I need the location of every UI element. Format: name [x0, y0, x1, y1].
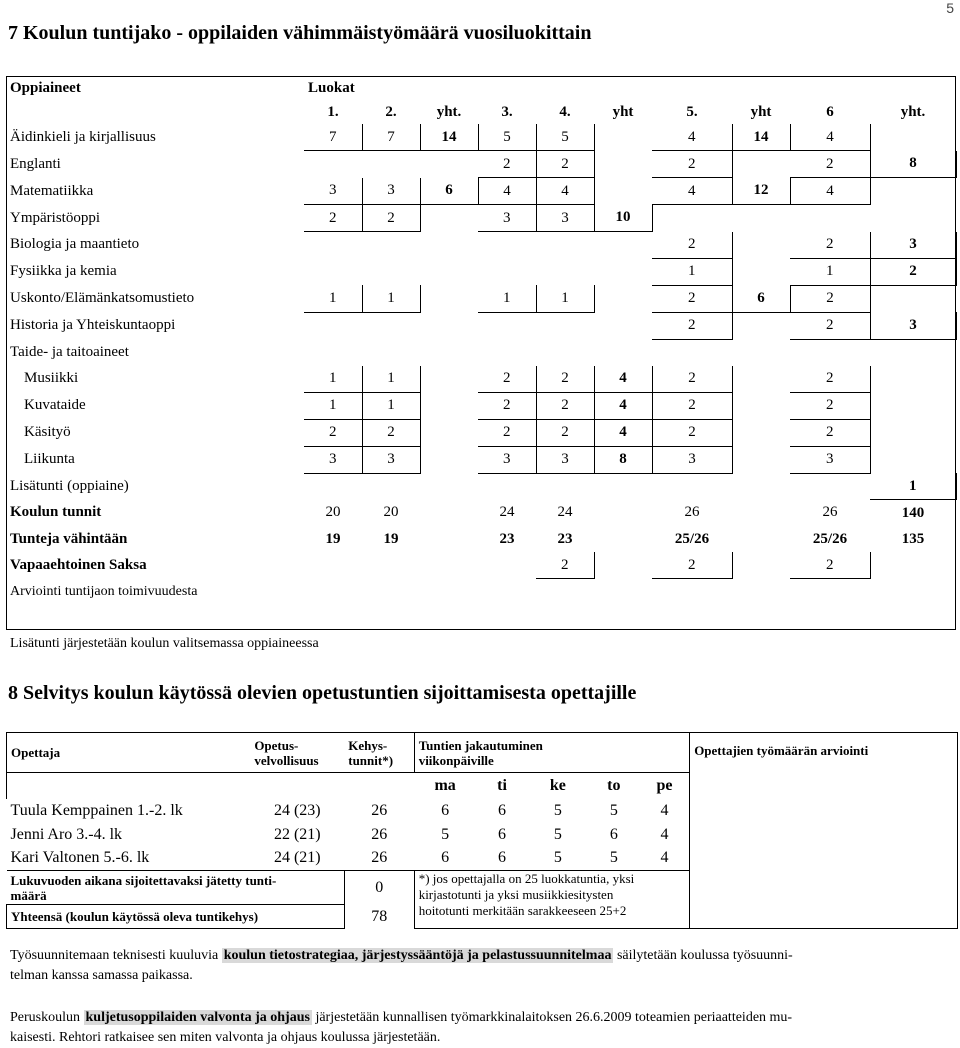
cell-value: 2: [790, 552, 870, 579]
cell-value: 10: [594, 205, 652, 232]
cell-value: [594, 339, 652, 366]
page-number: 5: [946, 0, 954, 16]
cell-value: [870, 205, 956, 232]
table-row: [6, 285, 956, 312]
cell-value: 2: [304, 205, 362, 232]
teacher-name: Kari Valtonen 5.-6. lk: [10, 849, 150, 867]
col-header: yht.: [436, 103, 462, 120]
cell-value: [870, 552, 956, 579]
cell-value: [732, 205, 790, 232]
cell-value: [304, 339, 362, 366]
subject-name: Käsityö: [24, 424, 71, 440]
cell-value: [304, 151, 362, 178]
cell-value: 19: [383, 530, 399, 547]
h-teacher: Opettaja: [7, 733, 251, 773]
cell-value: [594, 473, 652, 500]
table-row: [6, 579, 956, 606]
day-hours: 5: [553, 825, 562, 843]
cell-value: 23: [499, 530, 515, 547]
cell-value: 3: [478, 205, 536, 232]
table-row: [6, 500, 956, 527]
cell-value: 2: [478, 366, 536, 393]
frame-hours: 26: [371, 801, 388, 819]
cell-value: 2: [304, 419, 362, 446]
paragraph-transport: Peruskoulun kuljetusoppilaiden valvonta ja ohjaus järjestetään kunnallisen työmarkkinalaitoksen 26.6.2009 toteamien periaatteiden mu- kaisesti. Rehtori ratkaisee sen miten valvonta ja ohjaus koulussa järjestetään.: [10, 1010, 793, 1045]
cell-value: [732, 552, 790, 579]
day-header: ma: [414, 773, 476, 799]
cell-value: 2: [478, 392, 536, 419]
cell-value: [732, 366, 790, 393]
cell-value: 2: [536, 392, 594, 419]
cell-value: 4: [594, 392, 652, 419]
cell-value: [420, 258, 478, 285]
cell-value: 2: [652, 285, 732, 312]
table-row: [6, 312, 956, 339]
day-hours: 6: [498, 825, 507, 843]
cell-value: 4: [790, 124, 870, 151]
cell-value: 4: [594, 419, 652, 446]
cell-value: 2: [790, 232, 870, 259]
cell-value: 24: [557, 504, 573, 521]
cell-value: [362, 473, 420, 500]
cell-value: 2: [652, 232, 732, 259]
cell-value: [790, 579, 870, 606]
cell-value: [304, 312, 362, 339]
cell-value: 5: [478, 124, 536, 151]
highlight-transport: kuljetusoppilaiden valvonta ja ohjaus: [85, 1010, 310, 1025]
cell-value: [790, 473, 870, 500]
cell-value: 6: [732, 285, 790, 312]
cell-value: [732, 446, 790, 473]
cell-value: [870, 366, 956, 393]
h-distribution: Tuntien jakautuminen viikonpäiville: [414, 733, 690, 773]
cell-value: [870, 579, 956, 606]
cell-value: [420, 392, 478, 419]
teaching-duty: 24 (23): [273, 801, 321, 819]
cell-value: 2: [790, 366, 870, 393]
cell-value: [594, 312, 652, 339]
cell-value: 2: [870, 258, 956, 285]
day-hours: 5: [609, 849, 618, 867]
cell-value: 23: [557, 530, 573, 547]
cell-value: [362, 151, 420, 178]
cell-value: [362, 312, 420, 339]
highlight-strategy: koulun tietostrategiaa, järjestyssääntöjä ja pelastussuunnitelmaa: [223, 948, 612, 963]
cell-value: [594, 579, 652, 606]
cell-value: [870, 419, 956, 446]
cell-value: 1: [304, 392, 362, 419]
cell-value: 1: [536, 285, 594, 312]
cell-value: [732, 312, 790, 339]
paragraph-strategy: Työsuunnitemaan teknisesti kuuluvia koulun tietostrategiaa, järjestyssääntöjä ja pelastussuunnitelmaa säilytetään koulussa työsuunni- telman kanssa samassa paikassa.: [10, 948, 793, 983]
cell-value: 2: [478, 419, 536, 446]
cell-value: [870, 124, 956, 151]
cell-value: 4: [652, 178, 732, 205]
subject-name: Historia ja Yhteiskuntaoppi: [10, 317, 176, 333]
cell-value: [420, 339, 478, 366]
table-row: [6, 366, 956, 393]
cell-value: [594, 285, 652, 312]
cell-value: 19: [325, 530, 341, 547]
cell-value: [304, 473, 362, 500]
cell-value: 2: [652, 151, 732, 178]
cell-value: [362, 579, 420, 606]
day-hours: 5: [609, 801, 618, 819]
cell-value: [420, 151, 478, 178]
subject-name: Fysiikka ja kemia: [10, 263, 117, 279]
cell-value: [870, 178, 956, 205]
table-row: [6, 526, 956, 552]
cell-value: 4: [790, 178, 870, 205]
leftover-value: 0: [344, 871, 414, 905]
table-row: [6, 258, 956, 285]
cell-value: [362, 339, 420, 366]
cell-value: 3: [536, 205, 594, 232]
subject-name: Lisätunti (oppiaine): [10, 477, 129, 494]
cell-value: [420, 232, 478, 259]
cell-value: 1: [362, 285, 420, 312]
cell-value: 135: [901, 530, 925, 547]
cell-value: [652, 579, 732, 606]
cell-value: [790, 339, 870, 366]
cell-value: 4: [652, 124, 732, 151]
cell-value: [478, 579, 536, 606]
cell-value: [732, 258, 790, 285]
cell-value: 2: [790, 419, 870, 446]
cell-value: 2: [536, 419, 594, 446]
col-header: 1.: [327, 103, 339, 120]
footnote: *) jos opettajalla on 25 luokkatuntia, yksi kirjastotunti ja yksi musiikkiesitysten hoitotunti merkitään sarakkeeseen 25+2: [414, 871, 690, 929]
cell-value: [478, 258, 536, 285]
cell-value: 2: [790, 312, 870, 339]
cell-value: 2: [536, 151, 594, 178]
cell-value: [732, 500, 790, 527]
col-header: yht: [612, 103, 634, 120]
table-row: [6, 232, 956, 259]
subject-name: Koulun tunnit: [10, 504, 102, 521]
cell-value: 2: [536, 552, 594, 579]
day-header: ti: [476, 773, 528, 799]
cell-value: 3: [870, 312, 956, 339]
total-label: Yhteensä (koulun käytössä oleva tuntikehys): [7, 905, 345, 929]
cell-value: [420, 205, 478, 232]
cell-value: [870, 285, 956, 312]
subject-name: Liikunta: [24, 451, 75, 467]
cell-value: [594, 124, 652, 151]
cell-value: 14: [732, 124, 790, 151]
subject-name: Vapaaehtoinen Saksa: [10, 556, 147, 573]
cell-value: [536, 579, 594, 606]
cell-value: [870, 339, 956, 366]
h-duty: Opetus- velvollisuus: [250, 733, 344, 773]
cell-value: 7: [362, 124, 420, 151]
header-subjects: Oppiaineet: [10, 79, 81, 96]
day-hours: 6: [441, 849, 450, 867]
cell-value: 3: [790, 446, 870, 473]
day-header: ke: [528, 773, 588, 799]
col-header: yht: [750, 103, 772, 120]
cell-value: 2: [790, 285, 870, 312]
cell-value: [870, 392, 956, 419]
day-hours: 4: [660, 849, 669, 867]
day-hours: 6: [498, 849, 507, 867]
day-hours: 4: [660, 801, 669, 819]
cell-value: 2: [790, 392, 870, 419]
cell-value: [304, 232, 362, 259]
cell-value: [594, 258, 652, 285]
table-row: [6, 419, 956, 446]
teaching-duty: 22 (21): [273, 825, 321, 843]
cell-value: 2: [362, 419, 420, 446]
table-row: [6, 552, 956, 579]
cell-value: [594, 151, 652, 178]
cell-value: [536, 339, 594, 366]
cell-value: [536, 312, 594, 339]
cell-value: [420, 500, 478, 527]
table-row: [6, 339, 956, 366]
cell-value: [420, 419, 478, 446]
cell-value: 2: [536, 366, 594, 393]
subject-name: Kuvataide: [24, 397, 86, 413]
section-7-title: 7 Koulun tuntijako - oppilaiden vähimmäistyömäärä vuosiluokittain: [8, 22, 592, 44]
cell-value: 1: [478, 285, 536, 312]
cell-value: 3: [652, 446, 732, 473]
cell-value: [870, 446, 956, 473]
cell-value: [536, 473, 594, 500]
cell-value: 25/26: [674, 530, 710, 547]
cell-value: 1: [304, 285, 362, 312]
cell-value: 7: [304, 124, 362, 151]
cell-value: [732, 473, 790, 500]
cell-value: [478, 312, 536, 339]
subject-name: Musiikki: [24, 370, 79, 387]
cell-value: 1: [362, 366, 420, 393]
col-header: yht.: [900, 103, 926, 120]
cell-value: 1: [304, 366, 362, 393]
day-hours: 5: [441, 825, 450, 843]
table-row: [6, 205, 956, 232]
subject-name: Taide- ja taitoaineet: [10, 343, 129, 360]
teacher-table: [6, 732, 958, 929]
cell-value: [732, 232, 790, 259]
cell-value: 25/26: [812, 530, 848, 547]
cell-value: 140: [901, 504, 925, 521]
cell-value: 26: [684, 504, 700, 521]
cell-value: 3: [362, 446, 420, 473]
teacher-name: Tuula Kemppainen 1.-2. lk: [10, 801, 183, 819]
cell-value: [478, 339, 536, 366]
subject-name: Tunteja vähintään: [10, 530, 128, 547]
cell-value: [420, 473, 478, 500]
subject-name: Arviointi tuntijaon toimivuudesta: [10, 583, 198, 599]
subject-name: Äidinkieli ja kirjallisuus: [10, 128, 156, 145]
cell-value: 1: [652, 258, 732, 285]
cell-value: [732, 579, 790, 606]
cell-value: 2: [362, 205, 420, 232]
day-header: to: [588, 773, 640, 799]
cell-value: 20: [383, 504, 399, 521]
cell-value: 26: [822, 504, 838, 521]
cell-value: [732, 419, 790, 446]
cell-value: [732, 392, 790, 419]
cell-value: [594, 500, 652, 527]
cell-value: 2: [652, 312, 732, 339]
cell-value: 14: [420, 124, 478, 151]
subject-name: Uskonto/Elämänkatsomustieto: [10, 290, 195, 306]
cell-value: 24: [499, 504, 515, 521]
cell-value: 4: [594, 366, 652, 393]
teacher-name: Jenni Aro 3.-4. lk: [10, 825, 123, 843]
cell-value: [652, 339, 732, 366]
cell-value: [478, 552, 536, 579]
cell-value: 12: [732, 178, 790, 205]
cell-value: [594, 526, 652, 552]
cell-value: 8: [870, 151, 956, 178]
frame-hours: 26: [371, 849, 388, 867]
day-hours: 4: [660, 825, 669, 843]
frame-hours: 26: [371, 825, 388, 843]
cell-value: 4: [536, 178, 594, 205]
day-hours: 5: [553, 849, 562, 867]
cell-value: 2: [478, 151, 536, 178]
cell-value: 3: [870, 232, 956, 259]
cell-value: [594, 178, 652, 205]
cell-value: 2: [652, 392, 732, 419]
h-dev: Kehys- tunnit*): [344, 733, 414, 773]
cell-value: [420, 552, 478, 579]
cell-value: 1: [790, 258, 870, 285]
cell-value: [420, 366, 478, 393]
table-row: [6, 124, 956, 151]
cell-value: [362, 232, 420, 259]
cell-value: [304, 258, 362, 285]
header-classes: Luokat: [308, 79, 355, 96]
day-hours: 6: [441, 801, 450, 819]
table-row: [6, 151, 956, 178]
cell-value: [732, 526, 790, 552]
cell-value: [420, 526, 478, 552]
col-header: 3.: [501, 103, 513, 120]
cell-value: [420, 446, 478, 473]
subject-name: Biologia ja maantieto: [10, 236, 140, 253]
cell-value: [594, 552, 652, 579]
leftover-label: Lukuvuoden aikana sijoitettavaksi jätetty tunti- määrä: [7, 871, 345, 905]
cell-value: 2: [652, 552, 732, 579]
cell-value: 8: [594, 446, 652, 473]
cell-value: 2: [652, 419, 732, 446]
day-hours: 5: [553, 801, 562, 819]
table-row: [6, 473, 956, 500]
cell-value: 3: [304, 446, 362, 473]
table-row: [6, 178, 956, 205]
cell-value: [304, 552, 362, 579]
cell-value: 4: [478, 178, 536, 205]
cell-value: [478, 473, 536, 500]
curriculum-table: [6, 76, 956, 630]
cell-value: [732, 339, 790, 366]
total-value: 78: [371, 907, 388, 925]
col-header: 2.: [385, 103, 397, 120]
section-8-title: 8 Selvitys koulun käytössä olevien opetustuntien sijoittamisesta opettajille: [8, 682, 637, 704]
day-hours: 6: [609, 825, 618, 843]
table-row: [6, 392, 956, 419]
cell-value: [652, 205, 732, 232]
cell-value: [536, 258, 594, 285]
cell-value: [420, 579, 478, 606]
h-evaluation: Opettajien työmäärän arviointi: [690, 733, 958, 929]
cell-value: [536, 232, 594, 259]
cell-value: 3: [362, 178, 420, 205]
cell-value: [790, 205, 870, 232]
cell-value: [362, 552, 420, 579]
cell-value: 3: [478, 446, 536, 473]
cell-value: 2: [790, 151, 870, 178]
cell-value: 3: [536, 446, 594, 473]
subject-name: Matematiikka: [10, 182, 94, 199]
cell-value: 1: [870, 473, 956, 500]
cell-value: [652, 473, 732, 500]
cell-value: [478, 232, 536, 259]
teaching-duty: 24 (21): [273, 849, 321, 867]
cell-value: 3: [304, 178, 362, 205]
cell-value: [594, 232, 652, 259]
cell-value: [420, 312, 478, 339]
cell-value: 20: [325, 504, 341, 521]
cell-value: 5: [536, 124, 594, 151]
extra-hour-note: Lisätunti järjestetään koulun valitsemassa oppiaineessa: [10, 636, 319, 651]
day-hours: 6: [498, 801, 507, 819]
cell-value: 6: [420, 178, 478, 205]
cell-value: [304, 579, 362, 606]
cell-value: 2: [652, 366, 732, 393]
col-header: 6: [826, 103, 834, 120]
table-row: [6, 446, 956, 473]
cell-value: [420, 285, 478, 312]
subject-name: Englanti: [10, 155, 61, 172]
subject-name: Ympäristöoppi: [10, 209, 100, 226]
col-header: 5.: [686, 103, 698, 120]
day-header: pe: [640, 773, 690, 799]
cell-value: 1: [362, 392, 420, 419]
col-header: 4.: [559, 103, 571, 120]
cell-value: [732, 151, 790, 178]
cell-value: [362, 258, 420, 285]
